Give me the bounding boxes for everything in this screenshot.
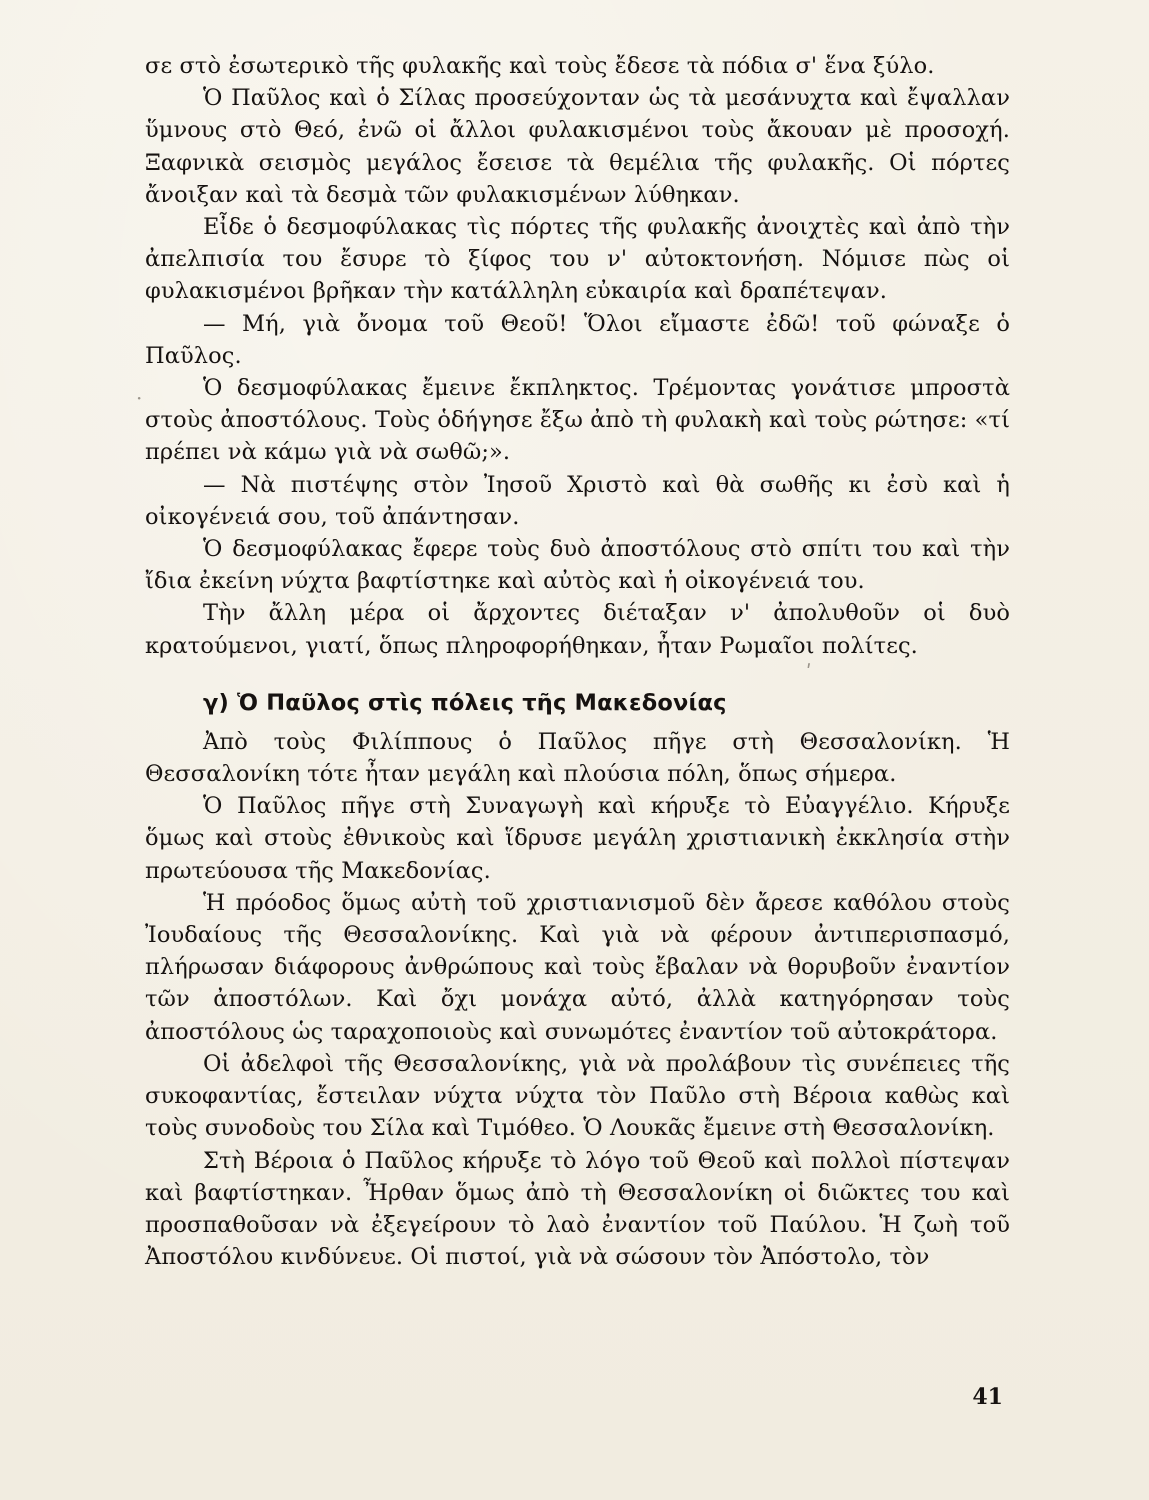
paragraph-brothers: Οἱ ἀδελφοὶ τῆς Θεσσαλονίκης, γιὰ νὰ προλάβουν τὶς συνέπειες τῆς συκοφαντίας, ἔστειλαν νύχτα νύχτα τὸν Παῦλο στὴ Βέροια καθὼς καὶ τοὺς συνοδοὺς του Σίλα καὶ Τιμόθεο. Ὁ Λουκᾶς ἔμεινε στὴ Θεσσαλονίκη.	[145, 1050, 1010, 1142]
paragraph-answer: — Νὰ πιστέψης στὸν Ἰησοῦ Χριστὸ καὶ θὰ σωθῆς κι ἐσὺ καὶ ἡ οἰκογένειά σου, τοῦ ἀπάντησαν.	[145, 471, 1010, 530]
paragraph-prayer-earthquake: Ὁ Παῦλος καὶ ὁ Σίλας προσεύχονταν ὡς τὰ μεσάνυχτα καὶ ἔψαλλαν ὕμνους στὸ Θεό, ἐνῶ οἱ ἄλλοι φυλακισμένοι τοὺς ἄκουαν μὲ προσοχή. Ξαφνικὰ σεισμὸς μεγάλος ἔσεισε τὰ θεμέλια τῆς φυλακῆς. Οἱ πόρτες ἄνοιξαν καὶ τὰ δεσμὰ τῶν φυλακισμένων λύθηκαν.	[145, 85, 1010, 208]
paragraph-baptism: Ὁ δεσμοφύλακας ἔφερε τοὺς δυὸ ἀποστόλους στὸ σπίτι του καὶ τὴν ἴδια ἐκείνη νύχτα βαφτίστηκε καὶ αὐτὸς καὶ ἡ οἰκογένειά του.	[145, 536, 1010, 595]
page-number: 41	[972, 1384, 1003, 1410]
body-text	[145, 50, 1010, 1273]
section-heading: γ) Ὁ Παῦλος στὶς πόλεις τῆς Μακεδονίας	[203, 689, 727, 716]
paragraph-veroia: Στὴ Βέροια ὁ Παῦλος κήρυξε τὸ λόγο τοῦ Θεοῦ καὶ πολλοὶ πίστεψαν καὶ βαφτίστηκαν. Ἦρθαν ὅμως ἀπὸ τὴ Θεσσαλονίκη οἱ διῶκτες του καὶ προσπαθοῦσαν νὰ ἐξεγείρουν τὸ λαὸ ἐναντίον τοῦ Παύλου. Ἡ ζωὴ τοῦ Ἀποστόλου κινδύνευε. Οἱ πιστοί, γιὰ νὰ σώσουν τὸν Ἀπόστολο, τὸν	[145, 1147, 1010, 1271]
paragraph-synagogue: Ὁ Παῦλος πῆγε στὴ Συναγωγὴ καὶ κήρυξε τὸ Εὐαγγέλιο. Κήρυξε ὅμως καὶ στοὺς ἐθνικοὺς καὶ ἵδρυσε μεγάλη χριστιανικὴ ἐκκλησία στὴν πρωτεύουσα τῆς Μακεδονίας.	[145, 793, 1010, 884]
paragraph-jailer-sword: Εἶδε ὁ δεσμοφύλακας τὶς πόρτες τῆς φυλακῆς ἀνοιχτὲς καὶ ἀπὸ τὴν ἀπελπισία του ἔσυρε τὸ ξίφος του ν' αὐτοκτονήση. Νόμισε πὼς οἱ φυλακισμένοι βρῆκαν τὴν κατάλληλη εὐκαιρία καὶ δραπέτεψαν.	[145, 214, 1010, 305]
pencil-mark: ʹ	[806, 660, 812, 684]
paragraph-continuation: σε στὸ ἐσωτερικὸ τῆς φυλακῆς καὶ τοὺς ἔδεσε τὰ πόδια σ' ἕνα ξύλο.	[145, 53, 935, 79]
paragraph-paul-shout: — Μή, γιὰ ὄνομα τοῦ Θεοῦ! Ὅλοι εἴμαστε ἐδῶ! τοῦ φώναξε ὁ Παῦλος.	[145, 310, 1010, 369]
paragraph-release: Τὴν ἄλλη μέρα οἱ ἄρχοντες διέταξαν ν' ἀπολυθοῦν οἱ δυὸ κρατούμενοι, γιατί, ὅπως πληροφορήθηκαν, ἦταν Ρωμαῖοι πολίτες.	[145, 600, 1010, 659]
paragraph-opposition: Ἡ πρόοδος ὅμως αὐτὴ τοῦ χριστιανισμοῦ δὲν ἄρεσε καθόλου στοὺς Ἰουδαίους τῆς Θεσσαλονίκης. Καὶ γιὰ νὰ φέρουν ἀντιπερισπασμό, πλήρωσαν διάφορους ἀνθρώπους καὶ τοὺς ἔβαλαν νὰ θορυβοῦν ἐναντίον τῶν ἀποστόλων. Καὶ ὄχι μονάχα αὐτό, ἀλλὰ κατηγόρησαν τοὺς ἀποστόλους ὡς ταραχοποιοὺς καὶ συνωμότες ἐναντίον τοῦ αὐτοκράτορα.	[145, 889, 1010, 1045]
pencil-mark: ·	[136, 386, 143, 410]
paragraph-thessaloniki: Ἀπὸ τοὺς Φιλίππους ὁ Παῦλος πῆγε στὴ Θεσσαλονίκη. Ἡ Θεσσαλονίκη τότε ἦταν μεγάλη καὶ πλούσια πόλη, ὅπως σήμερα.	[145, 728, 1010, 788]
paragraph-jailer-kneels: Ὁ δεσμοφύλακας ἔμεινε ἔκπληκτος. Τρέμοντας γονάτισε μπροστὰ στοὺς ἀποστόλους. Τοὺς ὁδήγησε ἔξω ἀπὸ τὴ φυλακὴ καὶ τοὺς ρώτησε: «τί πρέπει νὰ κάμω γιὰ νὰ σωθῶ;».	[145, 375, 1010, 466]
